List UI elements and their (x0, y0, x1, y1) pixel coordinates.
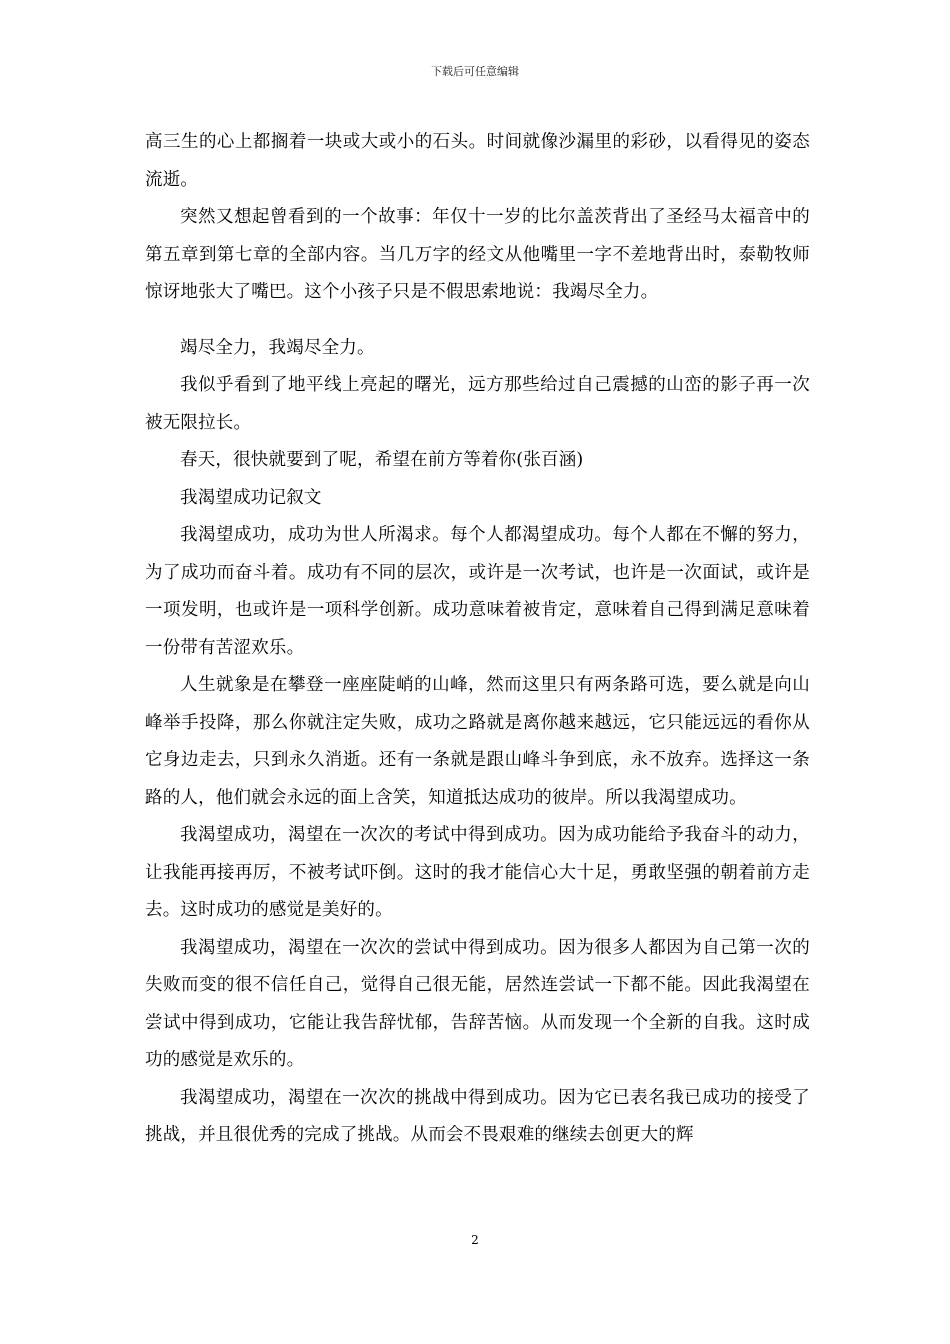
paragraph: 突然又想起曾看到的一个故事：年仅十一岁的比尔盖茨背出了圣经马太福音中的第五章到第七章的全部内容。当几万字的经文从他嘴里一字不差地背出时，泰勒牧师惊讶地张大了嘴巴。这个小孩子只是不假思索地说：我竭尽全力。 (145, 207, 810, 302)
page-header: 下载后可任意编辑 (431, 65, 519, 78)
document-body (145, 124, 810, 1155)
section-heading: 我渴望成功记叙文 (180, 487, 322, 508)
paragraph: 人生就象是在攀登一座座陡峭的山峰，然而这里只有两条路可选，要么就是向山峰举手投降，那么你就注定失败，成功之路就是离你越来越远，它只能远远的看你从它身边走去，只到永久消逝。还有一条就是跟山峰斗争到底，永不放弃。选择这一条路的人，他们就会永远的面上含笑，知道抵达成功的彼岸。所以我渴望成功。 (145, 675, 810, 808)
paragraph: 我渴望成功，成功为世人所渴求。每个人都渴望成功。每个人都在不懈的努力，为了成功而奋斗着。成功有不同的层次，或许是一次考试，也许是一次面试，或许是一项发明，也或许是一项科学创新。成功意味着被肯定，意味着自己得到满足意味着一份带有苦涩欢乐。 (145, 525, 810, 658)
page-number: 2 (471, 1233, 479, 1247)
paragraph: 我似乎看到了地平线上亮起的曙光，远方那些给过自己震撼的山峦的影子再一次被无限拉长。 (145, 375, 810, 433)
paragraph: 竭尽全力，我竭尽全力。 (180, 337, 375, 358)
paragraph: 高三生的心上都搁着一块或大或小的石头。时间就像沙漏里的彩砂，以看得见的姿态流逝。 (145, 132, 810, 190)
paragraph: 我渴望成功，渴望在一次次的挑战中得到成功。因为它已表名我已成功的接受了挑战，并且很优秀的完成了挑战。从而会不畏艰难的继续去创更大的辉 (145, 1087, 810, 1145)
paragraph: 春天，很快就要到了呢，希望在前方等着你(张百涵) (180, 450, 584, 470)
paragraph: 我渴望成功，渴望在一次次的尝试中得到成功。因为很多人都因为自己第一次的失败而变的很不信任自己，觉得自己很无能，居然连尝试一下都不能。因此我渴望在尝试中得到成功，它能让我告辞忧郁，告辞苦恼。从而发现一个全新的自我。这时成功的感觉是欢乐的。 (145, 937, 810, 1070)
paragraph: 我渴望成功，渴望在一次次的考试中得到成功。因为成功能给予我奋斗的动力，让我能再接再厉，不被考试吓倒。这时的我才能信心大十足，勇敢坚强的朝着前方走去。这时成功的感觉是美好的。 (145, 825, 810, 920)
